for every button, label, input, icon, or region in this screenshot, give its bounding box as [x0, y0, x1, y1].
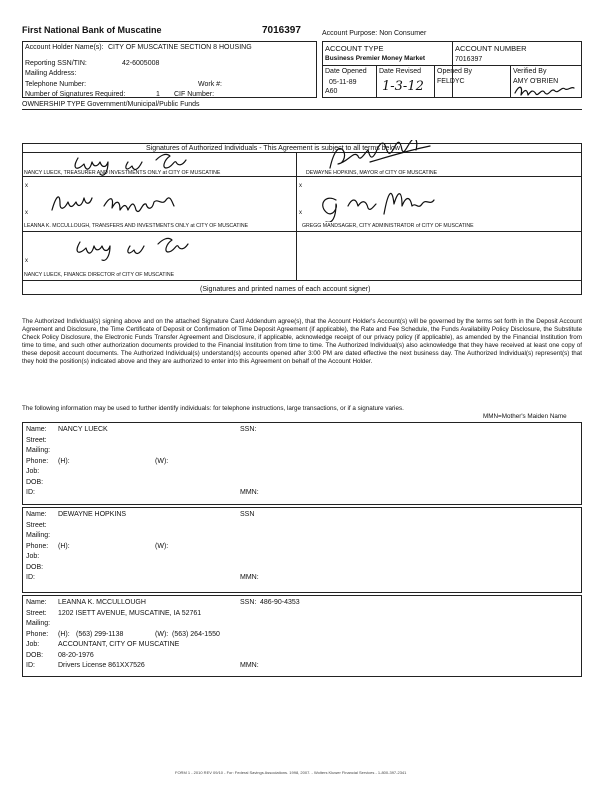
signer-name: DEWAYNE HOPKINS, MAYOR of CITY OF MUSCATINE: [306, 170, 438, 176]
field-label-street: Street:: [26, 436, 47, 444]
signatures-required-value: 1: [156, 91, 160, 98]
verified-by-label: Verified By: [513, 68, 547, 75]
sign-here-x: x: [25, 183, 28, 189]
signature-nancy-lueck-2: [30, 236, 200, 268]
phone-work-label: (W):: [155, 630, 169, 638]
person-id: Drivers License 861XX7526: [58, 662, 145, 669]
date-revised-label: Date Revised: [379, 68, 422, 75]
field-label-dob: DOB:: [26, 651, 44, 659]
field-label-mailing: Mailing:: [26, 447, 51, 454]
person-street: 1202 ISETT AVENUE, MUSCATINE, IA 52761: [58, 609, 202, 617]
field-label-id: ID:: [26, 489, 35, 496]
holder-name-value: CITY OF MUSCATINE SECTION 8 HOUSING: [108, 44, 252, 51]
person-ssn: 486-90-4353: [260, 599, 300, 606]
signatures-header: Signatures of Authorized Individuals - This Agreement is subject to all terms below: [146, 145, 400, 152]
ssn-label: SSN:: [240, 426, 257, 433]
agreement-paragraph: The Authorized Individual(s) signing above and on the attached Signature Card Addendum agree(s), that the Account Holder's Account(s) will be governed by the terms set forth in the Deposit Account Agreement and Disclosure, the Time Certificate of Deposit or Confirmation of Time Deposit Agreement (if applicable), the Rate and Fee Schedule, the Funds Availability Policy Disclosure, the Substitute Check Policy Disclosure, the Electronic Funds Transfer Agreement and Disclosure, if applicable, acknowledge receipt of our privacy policy (if applicable), as amended by the Financial Institution from time to time, and such other authorization documents provided to the Financial Institution from time to time. The Authorized Individual(s) also acknowledge that they have received at least one copy of these deposit account documents. The Authorized Individual(s) understand(s) accounts opened after 3:00 PM are dated effective the next business day. The Authorized Individual(s) represent(s) that they hold the position(s) indicated above and they are authorized to enter into this Agreement on behalf of the Account Holder.: [22, 318, 582, 365]
date-opened-code: A60: [325, 88, 338, 95]
ssn-label: SSN:: [240, 599, 257, 606]
person-name: NANCY LUECK: [58, 426, 108, 433]
signature-leanna-mccullough: [40, 190, 215, 218]
signatures-required-label: Number of Signatures Required:: [25, 91, 126, 98]
field-label-dob: DOB:: [26, 478, 44, 486]
mmn-label: MMN:: [240, 574, 259, 581]
identification-intro: The following information may be used to further identify individuals: for telephone instructions, large transactions, or if a signature varies.: [22, 405, 404, 412]
person-name: LEANNA K. MCCULLOUGH: [58, 599, 146, 606]
field-label-mailing: Mailing:: [26, 532, 51, 539]
account-type-label: ACCOUNT TYPE: [325, 44, 384, 53]
work-label: Work #:: [198, 81, 222, 88]
field-label-phone: Phone:: [26, 542, 49, 550]
holder-name-label: Account Holder Name(s):: [25, 44, 104, 51]
person-job: ACCOUNTANT, CITY OF MUSCATINE: [58, 641, 180, 648]
person-info-block: [22, 507, 582, 593]
field-label-phone: Phone:: [26, 457, 49, 465]
verified-by-value: AMY O'BRIEN: [513, 78, 559, 85]
phone-home-label: (H):: [58, 542, 70, 550]
sign-here-x: x: [25, 210, 28, 216]
mmn-note: MMN=Mother's Maiden Name: [483, 413, 567, 420]
sign-here-x: x: [299, 183, 302, 189]
signer-name: GREGG MANDSAGER, CITY ADMINISTRATOR of CITY OF MUSCATINE: [302, 223, 474, 229]
account-number-value: 7016397: [455, 56, 483, 63]
person-info-block: [22, 422, 582, 505]
mailing-address-label: Mailing Address:: [25, 70, 77, 77]
ssn-label: Reporting SSN/TIN:: [25, 60, 87, 67]
field-label-name: Name:: [26, 426, 47, 433]
mmn-label: MMN:: [240, 662, 259, 669]
field-label-dob: DOB:: [26, 563, 44, 571]
cif-label: CIF Number:: [174, 91, 215, 98]
field-label-id: ID:: [26, 662, 35, 669]
account-type-value: Business Premier Money Market: [325, 55, 426, 62]
phone-work-label: (W):: [155, 542, 169, 550]
opened-by-label-visible: Opened By: [437, 68, 473, 75]
ssn-value: 42-6005008: [122, 60, 160, 67]
account-number-label: ACCOUNT NUMBER: [455, 44, 527, 53]
opened-by-value: FELDYC: [437, 78, 465, 85]
ssn-label: SSN: [240, 511, 255, 518]
person-phone-work: (563) 264-1550: [172, 630, 220, 638]
ownership-type: OWNERSHIP TYPE Government/Municipal/Public Funds: [22, 101, 200, 108]
field-label-job: Job:: [26, 553, 40, 560]
phone-work-label: (W):: [155, 457, 169, 465]
field-label-phone: Phone:: [26, 630, 49, 638]
verified-by-signature: [512, 82, 580, 98]
field-label-mailing: Mailing:: [26, 620, 51, 627]
signature-gregg-mandsager: [308, 186, 468, 222]
field-label-street: Street:: [26, 521, 47, 529]
form-footer: FORM 1 - 2010 REV 09/10 - For: Federal Savings Associations. 1998, 2007. - Wolters Kluwer Financial Services - 1-800-397-2341: [175, 770, 407, 775]
date-opened-value: 05-11-89: [329, 79, 357, 86]
person-dob: 08-20-1976: [58, 651, 94, 659]
date-revised-value: 1-3-12: [382, 79, 424, 94]
signer-name: NANCY LUECK, TREASURER AND INVESTMENTS ONLY at CITY OF MUSCATINE: [24, 170, 221, 176]
sign-here-x: x: [25, 258, 28, 264]
person-name: DEWAYNE HOPKINS: [58, 511, 127, 518]
signer-name: NANCY LUECK, FINANCE DIRECTOR of CITY OF MUSCATINE: [24, 272, 175, 278]
signer-name: LEANNA K. MCCULLOUGH, TRANSFERS AND INVESTMENTS ONLY at CITY OF MUSCATINE: [24, 223, 249, 229]
account-purpose: Account Purpose: Non Consumer: [322, 30, 427, 37]
phone-home-label: (H):: [58, 457, 70, 465]
field-label-name: Name:: [26, 599, 47, 606]
signature-dewayne-hopkins: [300, 140, 470, 174]
person-phone-home: (563) 299-1138: [76, 630, 124, 638]
field-label-job: Job:: [26, 468, 40, 475]
telephone-label: Telephone Number:: [25, 81, 87, 88]
account-number-header: 7016397: [262, 25, 301, 36]
signatures-footer: (Signatures and printed names of each account signer): [200, 286, 371, 293]
date-opened-label: Date Opened: [325, 68, 367, 75]
field-label-job: Job:: [26, 641, 40, 648]
field-label-id: ID:: [26, 574, 35, 581]
phone-home-label: (H):: [58, 630, 70, 638]
field-label-street: Street:: [26, 609, 47, 617]
sign-here-x: x: [299, 210, 302, 216]
mmn-label: MMN:: [240, 489, 259, 496]
field-label-name: Name:: [26, 511, 47, 518]
bank-name: First National Bank of Muscatine: [22, 25, 162, 35]
